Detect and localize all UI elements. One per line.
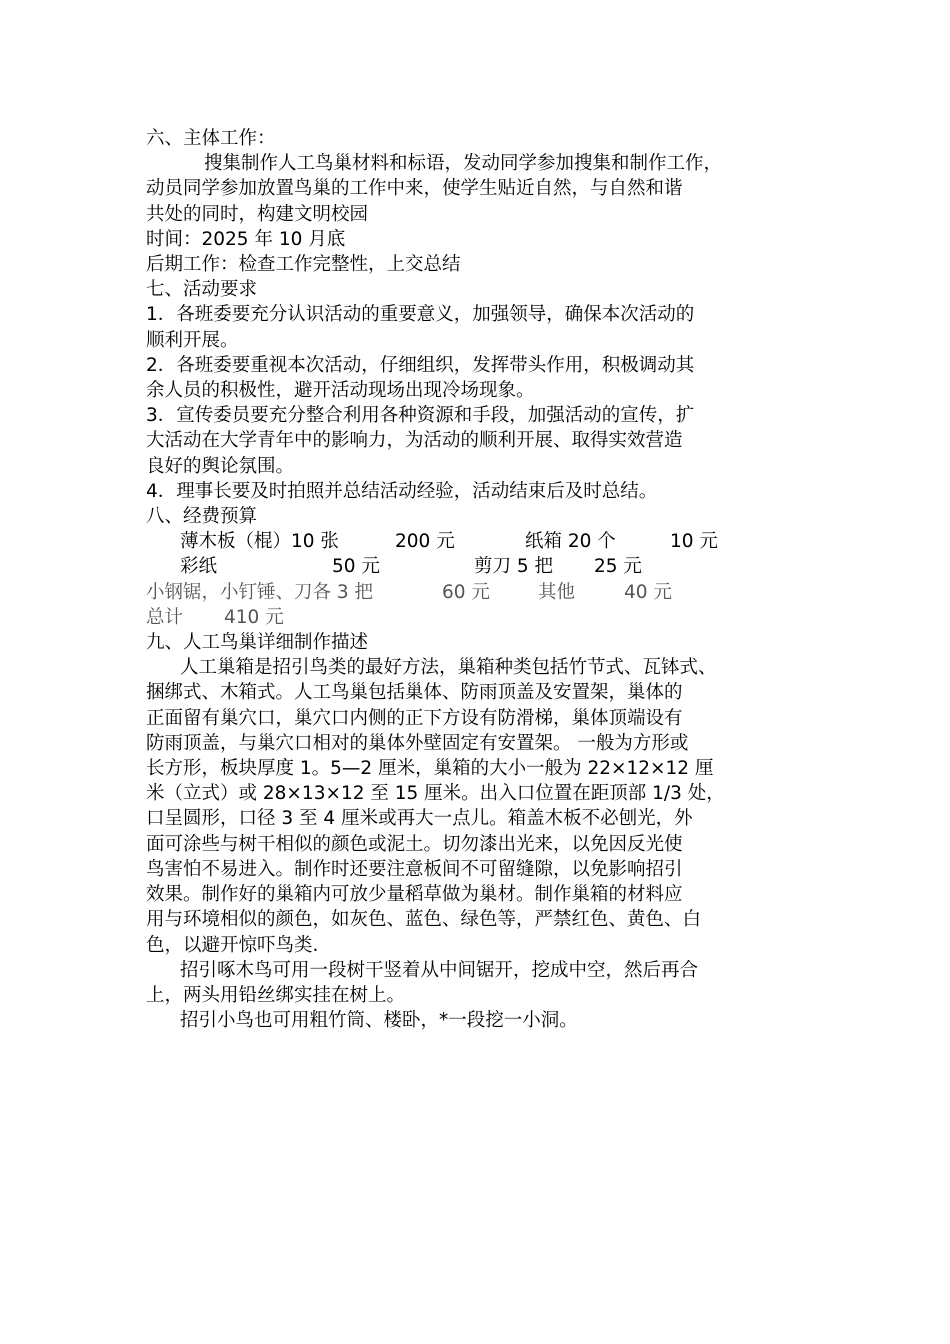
budget-amount: 200 元 [395, 531, 455, 553]
budget-item: 剪刀 5 把 [474, 556, 554, 578]
budget-amount: 25 元 [594, 556, 642, 578]
budget-total-amount: 410 元 [224, 606, 284, 628]
later-work-line: 后期工作：检查工作完整性，上交总结 [146, 254, 461, 276]
budget-total-label: 总计 [146, 606, 184, 628]
requirement-line: 良好的舆论氛围。 [146, 455, 295, 477]
section-9-line: 米（立式）或 28×13×12 至 15 厘米。出入口位置在距顶部 1/3 处， [146, 783, 725, 805]
requirement-line: 2．各班委要重视本次活动，仔细组织，发挥带头作用，积极调动其 [146, 354, 695, 376]
budget-item: 其他 [538, 581, 576, 603]
section-7-title: 七、活动要求 [146, 279, 258, 301]
section-9-line: 口呈圆形，口径 3 至 4 厘米或再大一点儿。箱盖木板不必刨光，外 [146, 808, 693, 830]
section-9-line: 面可涂些与树干相似的颜色或泥土。切勿漆出光来，以免因反光使 [146, 833, 683, 855]
budget-amount: 10 元 [670, 531, 718, 553]
document-body [146, 126, 836, 1033]
budget-item: 薄木板（棍）10 张 [180, 531, 339, 553]
requirement-line: 3．宣传委员要充分整合利用各种资源和手段，加强活动的宣传，扩 [146, 405, 695, 427]
section-9-line: 人工巢箱是招引鸟类的最好方法，巢箱种类包括竹节式、瓦钵式、 [180, 657, 717, 679]
section-6-title: 六、主体工作： [146, 128, 276, 149]
section-9-line: 用与环境相似的颜色，如灰色、蓝色、绿色等，严禁红色、黄色、白 [146, 909, 702, 931]
requirement-line: 顺利开展。 [146, 329, 239, 351]
section-9-line: 效果。制作好的巢箱内可放少量稻草做为巢材。制作巢箱的材料应 [146, 884, 683, 906]
requirement-line: 余人员的积极性，避开活动现场出现冷场现象。 [146, 380, 535, 402]
budget-amount: 40 元 [624, 581, 672, 603]
budget-amount: 50 元 [332, 556, 380, 578]
section-6-line: 共处的同时，构建文明校园 [146, 203, 369, 225]
section-9-title: 九、人工鸟巢详细制作描述 [146, 632, 369, 654]
requirement-line: 大活动在大学青年中的影响力，为活动的顺利开展、取得实效营造 [146, 430, 683, 452]
budget-row [146, 529, 836, 554]
budget-amount: 60 元 [442, 581, 490, 603]
section-9-line: 色，以避开惊吓鸟类. [146, 934, 319, 956]
woodpecker-line: 上，两头用铅丝绑实挂在树上。 [146, 984, 406, 1006]
section-9-line: 正面留有巢穴口，巢穴口内侧的正下方设有防滑梯，巢体顶端设有 [146, 707, 683, 729]
budget-item: 小钢锯，小钉锤、刀各 3 把 [146, 581, 374, 603]
section-6-line: 动员同学参加放置鸟巢的工作中来，使学生贴近自然，与自然和谐 [146, 178, 683, 200]
section-8-title: 八、经费预算 [146, 506, 258, 528]
section-9-line: 捆绑式、木箱式。人工鸟巢包括巢体、防雨顶盖及安置架，巢体的 [146, 682, 683, 704]
woodpecker-line: 招引啄木鸟可用一段树干竖着从中间锯开，挖成中空，然后再合 [180, 959, 699, 981]
section-9-line: 鸟害怕不易进入。制作时还要注意板间不可留缝隙，以免影响招引 [146, 858, 683, 880]
budget-item: 彩纸 [180, 556, 218, 578]
budget-row [146, 580, 836, 605]
budget-row [146, 554, 836, 579]
section-6-line: 搜集制作人工鸟巢材料和标语，发动同学参加搜集和制作工作， [204, 153, 723, 175]
small-bird-line: 招引小鸟也可用粗竹筒、楼卧，*一段挖一小洞。 [180, 1010, 578, 1032]
budget-item: 纸箱 20 个 [525, 531, 616, 553]
budget-total-row [146, 605, 836, 630]
requirement-line: 4．理事长要及时拍照并总结活动经验，活动结束后及时总结。 [146, 480, 658, 502]
requirement-line: 1．各班委要充分认识活动的重要意义，加强领导，确保本次活动的 [146, 304, 695, 326]
section-9-line: 防雨顶盖，与巢穴口相对的巢体外壁固定有安置架。 一般为方形或 [146, 732, 689, 754]
time-line: 时间：2025 年 10 月底 [146, 228, 346, 250]
section-9-line: 长方形，板块厚度 1。5—2 厘米，巢箱的大小一般为 22×12×12 厘 [146, 758, 714, 780]
